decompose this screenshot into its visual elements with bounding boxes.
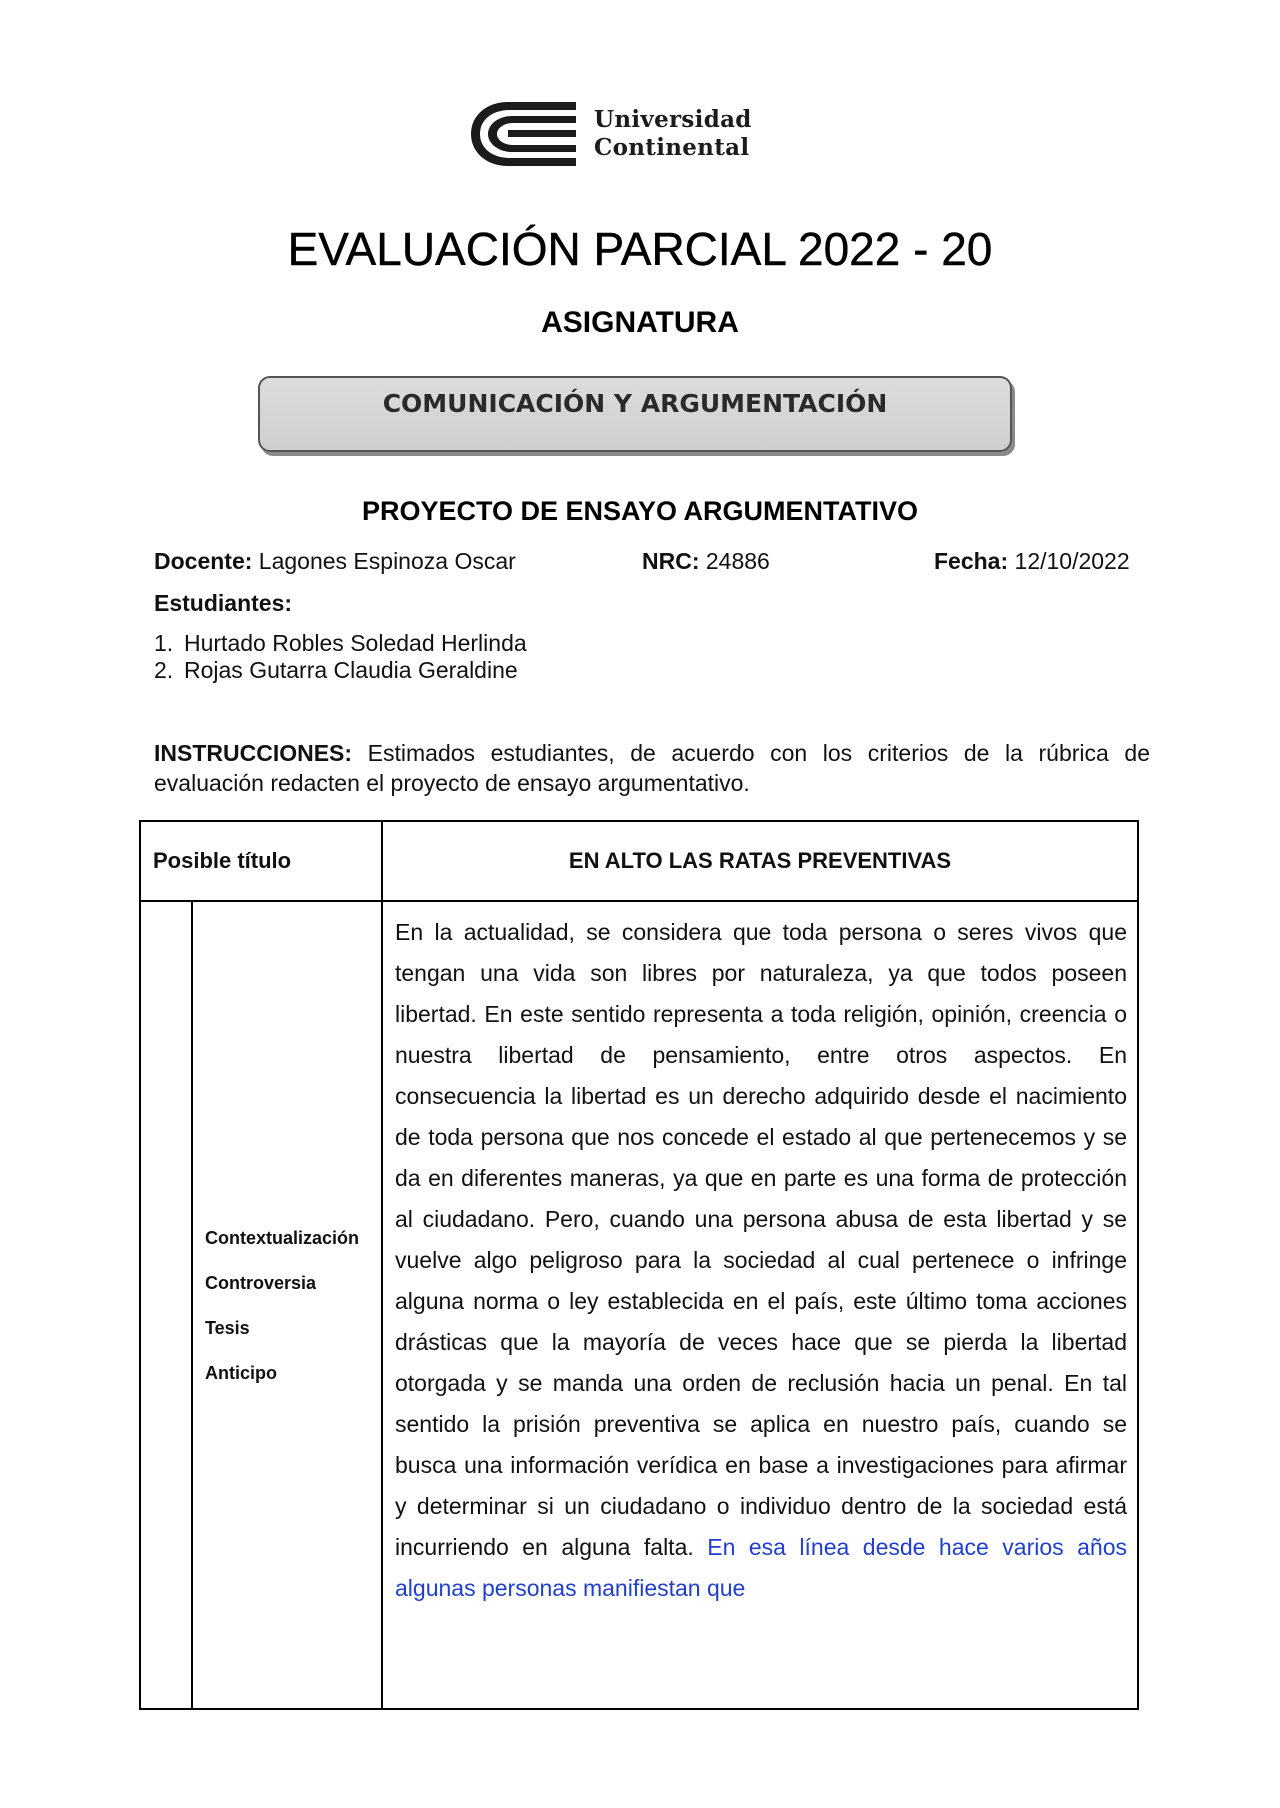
table-row (140, 821, 1138, 901)
docente-field (154, 548, 516, 575)
essay-highlighted-text: En esa línea desde hace varios años algunas personas manifiestan que (395, 1534, 1127, 1601)
subject-banner: COMUNICACIÓN Y ARGUMENTACIÓN (258, 376, 1012, 452)
fecha-value: 12/10/2022 (1014, 548, 1130, 574)
logo-line-2: Continental (594, 134, 750, 161)
fecha-field (934, 548, 1130, 575)
criteria-item: Tesis (205, 1317, 250, 1338)
table-row (140, 901, 1138, 1709)
criteria-cell (192, 901, 382, 1709)
student-name: Rojas Gutarra Claudia Geraldine (184, 657, 518, 683)
essay-table (139, 820, 1139, 1710)
logo-wordmark (594, 106, 752, 162)
student-item (154, 630, 527, 657)
instructions-label: INSTRUCCIONES: (154, 740, 353, 766)
title-label-cell: Posible título (140, 821, 382, 901)
university-logo (468, 98, 758, 170)
student-number: 2. (154, 657, 174, 683)
essay-body-text: En la actualidad, se considera que toda persona o seres vivos que tengan una vida son libres por naturaleza, ya que todos poseen libertad. En este sentido representa a toda religión, opinión, creencia o nuestra libertad de pensamiento, entre otros aspectos. En consecuencia la libertad es un derecho adquirido desde el nacimiento de toda persona que nos concede el estado al que pertenecemos y se da en diferentes maneras, ya que en parte es una forma de protección al ciudadano. Pero, cuando una persona abusa de esta libertad y se vuelve algo peligroso para la sociedad al cual pertenece o infringe alguna norma o ley establecida en el país, este último toma acciones drásticas que la mayoría de veces hace que se pierda la libertad otorgada y se manda una orden de reclusión hacia un penal. En tal sentido la prisión preventiva se aplica en nuestro país, cuando se busca una información verídica en base a investigaciones para afirmar y determinar si un ciudadano o individuo dentro de la sociedad está incurriendo en alguna falta. (395, 919, 1127, 1560)
logo-line-1: Universidad (594, 106, 752, 133)
student-name: Hurtado Robles Soledad Herlinda (184, 630, 527, 656)
continental-logo-icon (468, 98, 578, 170)
instructions-text: Estimados estudiantes, de acuerdo con los criterios de la rúbrica de evaluación redacten el proyecto de ensayo argumentativo. (154, 740, 1151, 796)
subject-heading: ASIGNATURA (541, 306, 739, 339)
instructions (154, 738, 1150, 798)
criteria-item: Anticipo (205, 1362, 277, 1383)
nrc-field (642, 548, 770, 575)
nrc-value: 24886 (705, 548, 770, 574)
project-title: PROYECTO DE ENSAYO ARGUMENTATIVO (361, 496, 919, 526)
blank-cell (140, 901, 192, 1709)
students-label: Estudiantes: (154, 590, 293, 616)
page-title: EVALUACIÓN PARCIAL 2022 - 20 (287, 223, 993, 275)
student-item (154, 657, 518, 684)
docente-value: Lagones Espinoza Oscar (258, 548, 516, 574)
title-value-cell: EN ALTO LAS RATAS PREVENTIVAS (382, 821, 1138, 901)
criteria-item: Contextualización (205, 1227, 360, 1248)
fecha-label: Fecha: (934, 548, 1009, 574)
criteria-item: Controversia (205, 1272, 317, 1293)
essay-body-cell (382, 901, 1138, 1709)
nrc-label: NRC: (642, 548, 700, 574)
student-number: 1. (154, 630, 174, 656)
docente-label: Docente: (154, 548, 253, 574)
